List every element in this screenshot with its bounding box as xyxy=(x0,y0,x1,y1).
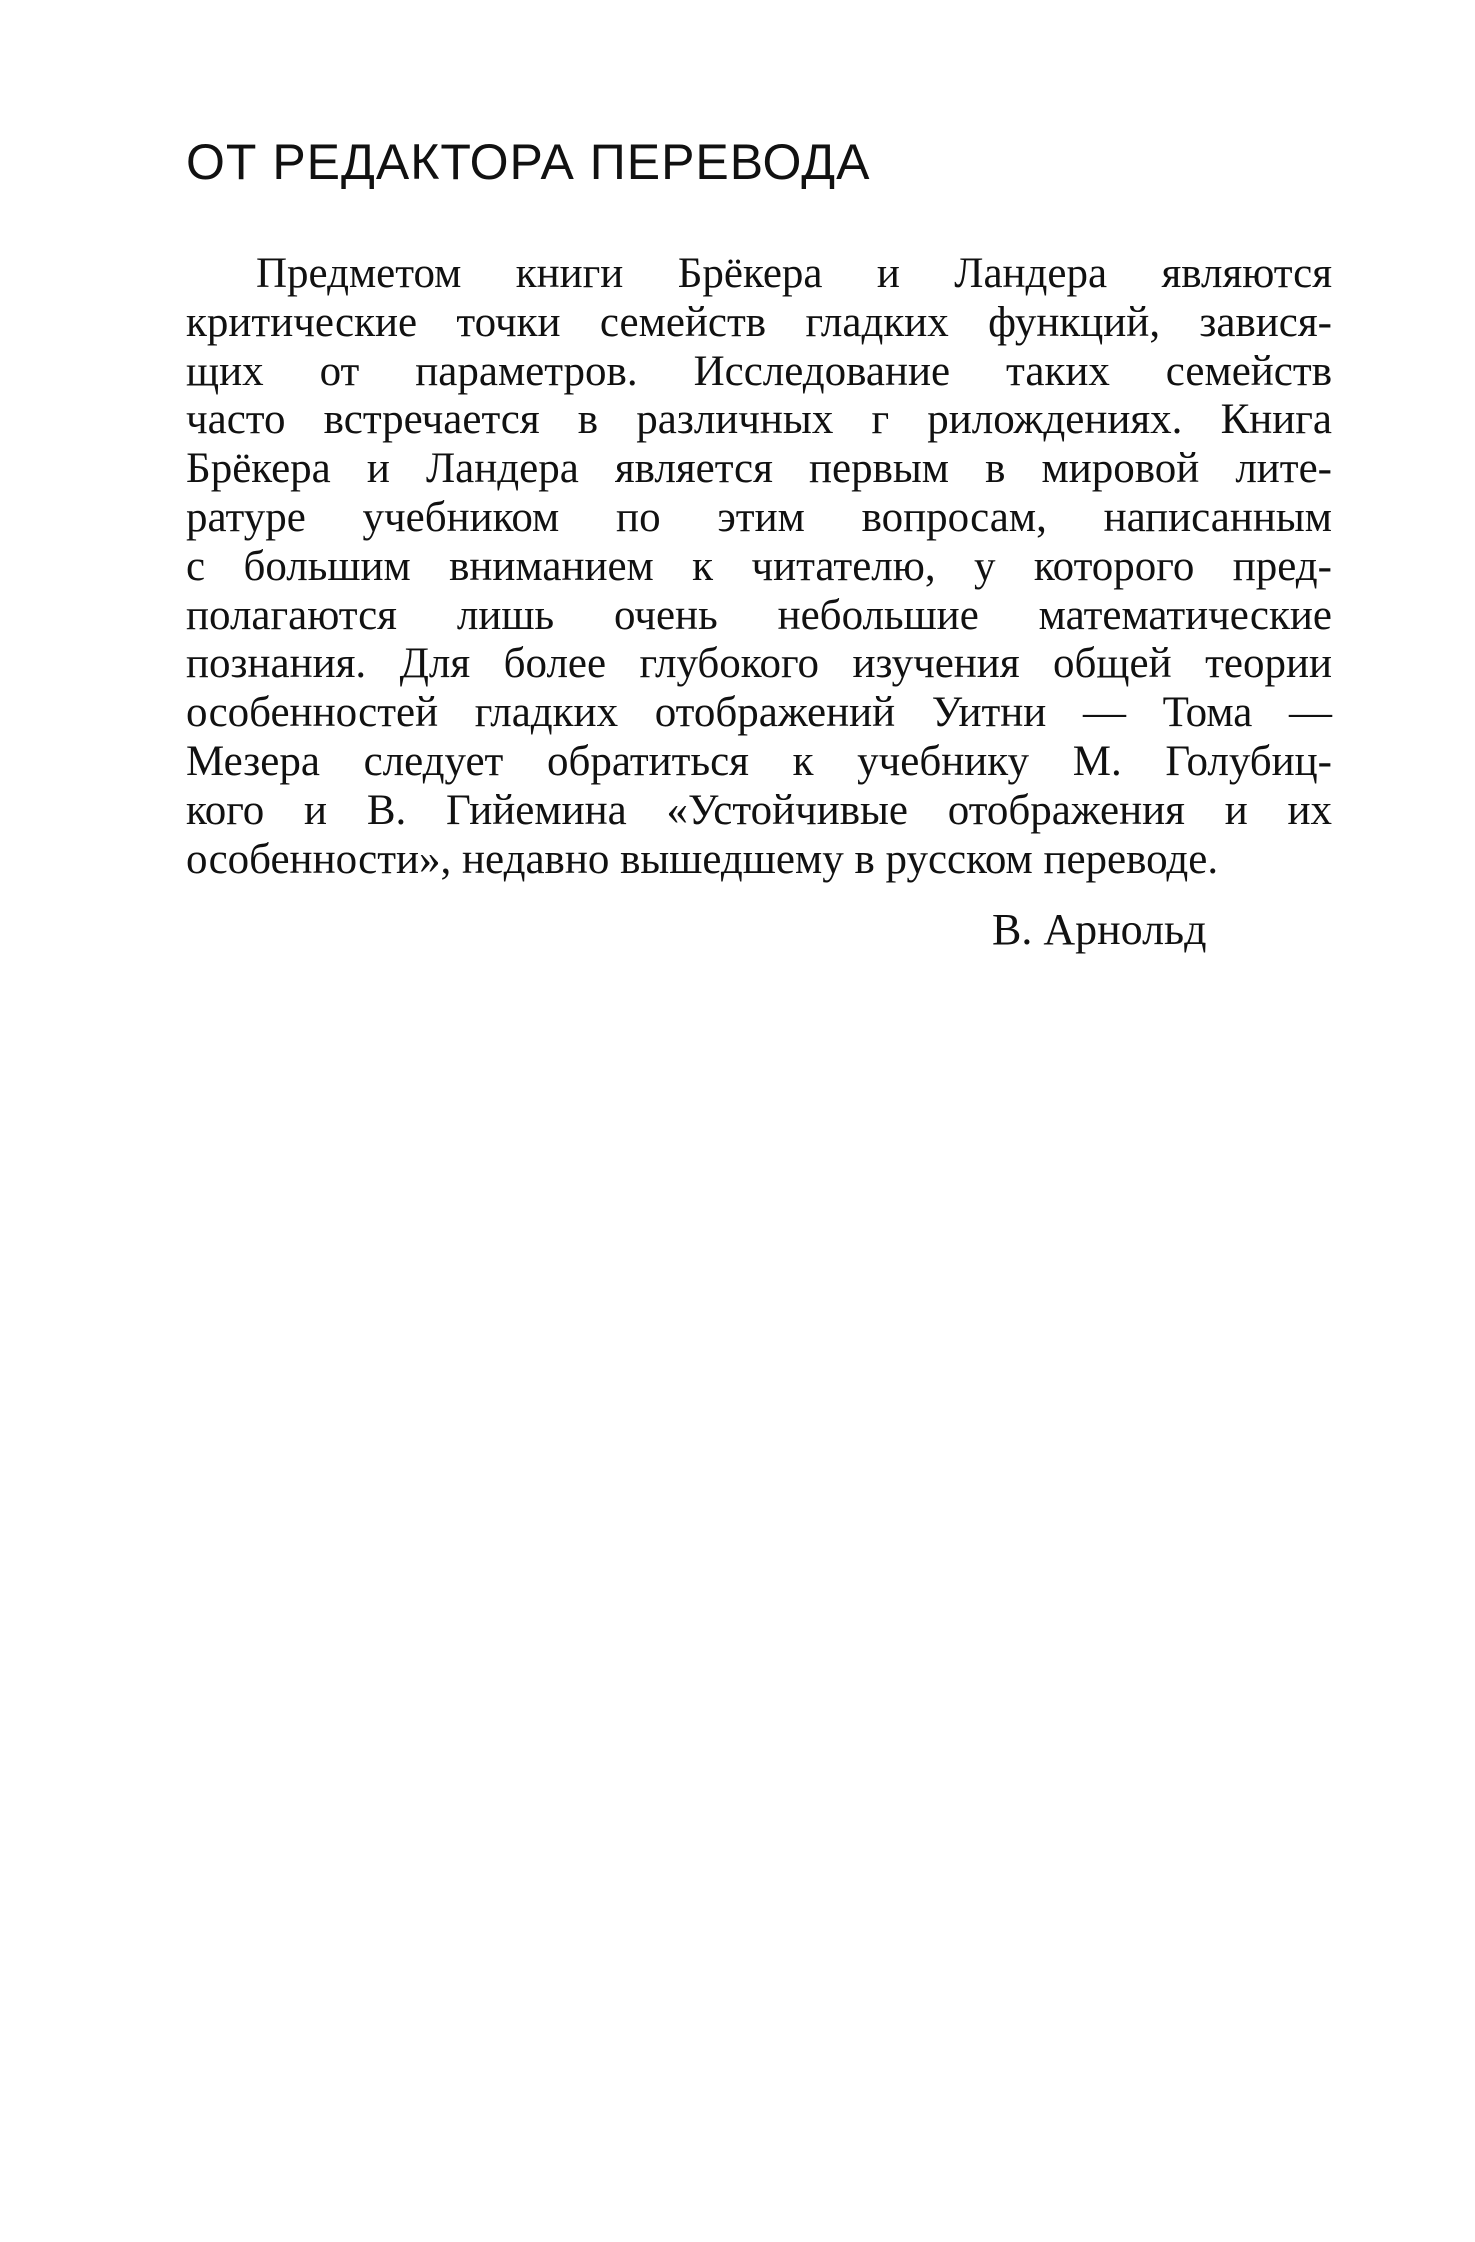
text-line: с большим вниманием к читателю, у которого пред- xyxy=(186,542,1332,590)
text-line: Мезера следует обратиться к учебнику М. Голубиц- xyxy=(186,737,1332,785)
text-line: щих от параметров. Исследование таких семейств xyxy=(186,347,1332,395)
text-line: особенностей гладких отображений Уитни — Тома — xyxy=(186,689,1332,737)
text-line: Брёкера и Ландера является первым в мировой лите- xyxy=(186,445,1332,493)
text-line: Предметом книги Брёкера и Ландера являются xyxy=(256,250,1332,297)
text-line: часто встречается в различных г рилождениях. Книга xyxy=(186,396,1332,444)
text-line: познания. Для более глубокого изучения общей теории xyxy=(186,640,1332,688)
text-line: критические точки семейств гладких функций, завися- xyxy=(186,298,1332,346)
body-paragraph xyxy=(186,250,1332,884)
text-line: кого и В. Гийемина «Устойчивые отображения и их xyxy=(186,786,1332,834)
author-signature: В. Арнольд xyxy=(992,905,1207,954)
text-line: ратуре учебником по этим вопросам, написанным xyxy=(186,493,1332,541)
page-title: ОТ РЕДАКТОРА ПЕРЕВОДА xyxy=(186,134,871,190)
text-line: полагаются лишь очень небольшие математические xyxy=(186,591,1332,639)
text-line: особенности», недавно вышедшему в русском переводе. xyxy=(186,835,1219,883)
